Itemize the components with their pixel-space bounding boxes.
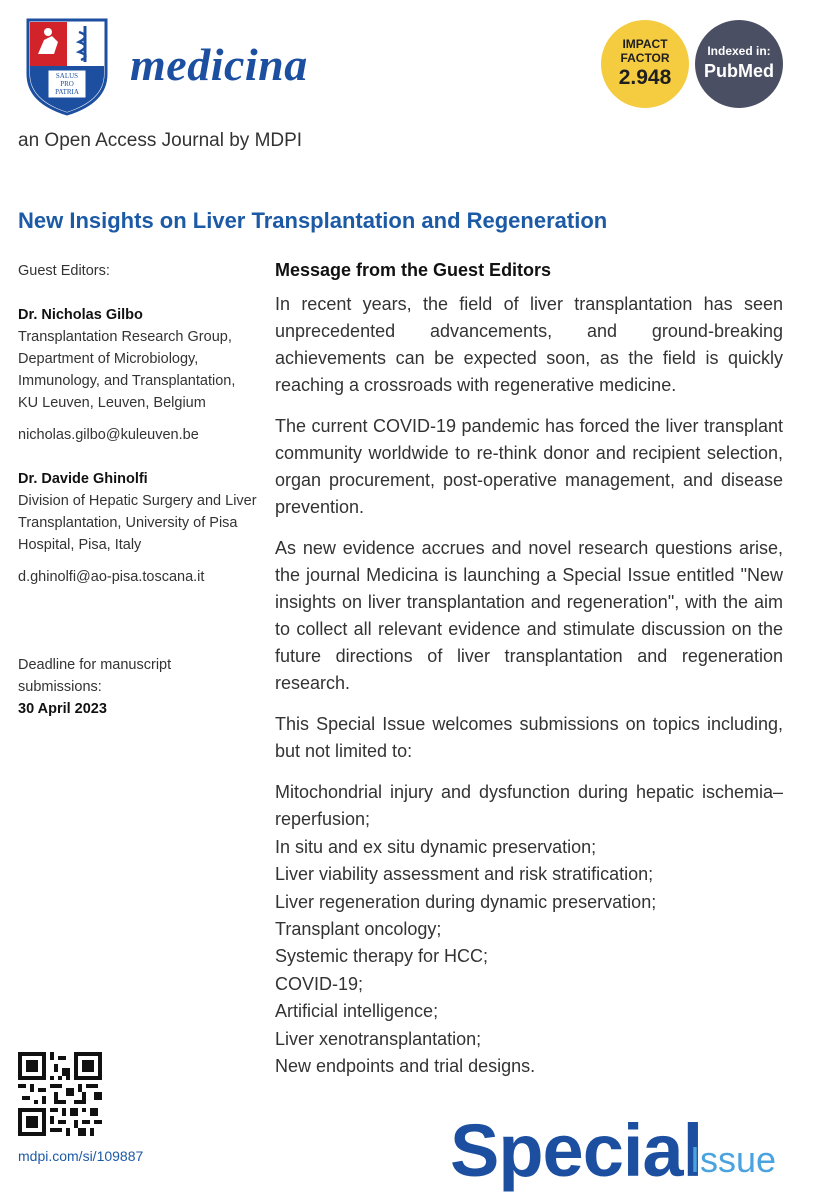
issue-wordmark: Issue	[690, 1139, 777, 1180]
qr-code-icon[interactable]	[18, 1052, 102, 1136]
message-paragraph: This Special Issue welcomes submissions on topics including, but not limited to:	[275, 714, 783, 761]
impact-factor-badge	[601, 20, 689, 108]
guest-editors-label: Guest Editors:	[18, 263, 110, 279]
message-paragraph: In recent years, the field of liver transplantation has seen unprecedented advancements, and ground-breaking achievements can be expected soon, as the field is quickly reaching a crossroads with regenerative medicine.	[275, 294, 783, 395]
topics-list	[275, 779, 783, 1080]
topic-item: Liver viability assessment and risk stratification;	[275, 864, 654, 885]
guest-editors-column	[18, 260, 258, 720]
topic-item: Mitochondrial injury and dysfunction during hepatic ischemia–reperfusion;	[275, 782, 783, 830]
impact-factor-value: 2.948	[618, 66, 672, 89]
editor-affiliation: Division of Hepatic Surgery and Liver Transplantation, University of Pisa Hospital, Pisa, Italy	[18, 493, 257, 553]
impact-badge-line2: FACTOR	[620, 51, 670, 65]
logo-motto-1: SALUS	[55, 72, 79, 80]
pubmed-badge-line2: PubMed	[704, 61, 774, 81]
pubmed-badge-line1: Indexed in:	[707, 44, 771, 58]
editor-name: Dr. Davide Ghinolfi	[18, 471, 148, 487]
logo-motto-3: PATRIA	[55, 88, 79, 96]
special-issue-wordmark: Special	[450, 1109, 703, 1192]
topic-item: New endpoints and trial designs.	[275, 1056, 536, 1077]
medicina-logo-icon	[26, 18, 108, 116]
deadline-date: 30 April 2023	[18, 701, 107, 717]
topic-item: Liver regeneration during dynamic preservation;	[275, 891, 657, 912]
logo-motto-2: PRO	[60, 80, 74, 88]
page-title: New Insights on Liver Transplantation and Regeneration	[18, 208, 608, 233]
journal-name: medicina	[130, 39, 308, 90]
message-heading: Message from the Guest Editors	[275, 260, 552, 280]
deadline-label: Deadline for manuscript submissions:	[18, 657, 172, 695]
topic-item: In situ and ex situ dynamic preservation;	[275, 836, 597, 857]
topic-item: COVID-19;	[275, 973, 364, 994]
editor-email[interactable]: d.ghinolfi@ao-pisa.toscana.it	[18, 569, 205, 585]
editor-email[interactable]: nicholas.gilbo@kuleuven.be	[18, 427, 199, 443]
topic-item: Transplant oncology;	[275, 919, 442, 940]
topic-item: Liver xenotransplantation;	[275, 1028, 482, 1049]
impact-badge-line1: IMPACT	[622, 37, 668, 51]
topic-item: Systemic therapy for HCC;	[275, 946, 489, 967]
topic-item: Artificial intelligence;	[275, 1001, 439, 1022]
special-issue-url[interactable]: mdpi.com/si/109887	[18, 1148, 144, 1164]
tagline: an Open Access Journal by MDPI	[18, 130, 303, 151]
message-paragraph: The current COVID-19 pandemic has forced the liver transplant community worldwide to re-think donor and recipient selection, organ procurement, post-operative management, and disease prevention.	[275, 416, 783, 517]
message-paragraph: As new evidence accrues and novel research questions arise, the journal Medicina is launching a Special Issue entitled "New insights on liver transplantation and regeneration", with the aim to collect all relevant evidence and stimulate discussion on the future directions of liver transplantation and regeneration research.	[275, 538, 783, 693]
editor-name: Dr. Nicholas Gilbo	[18, 307, 143, 323]
editor-affiliation: Transplantation Research Group, Department of Microbiology, Immunology, and Transplantation, KU Leuven, Leuven, Belgium	[18, 329, 236, 411]
message-column	[275, 260, 783, 1080]
pubmed-badge	[695, 20, 783, 108]
